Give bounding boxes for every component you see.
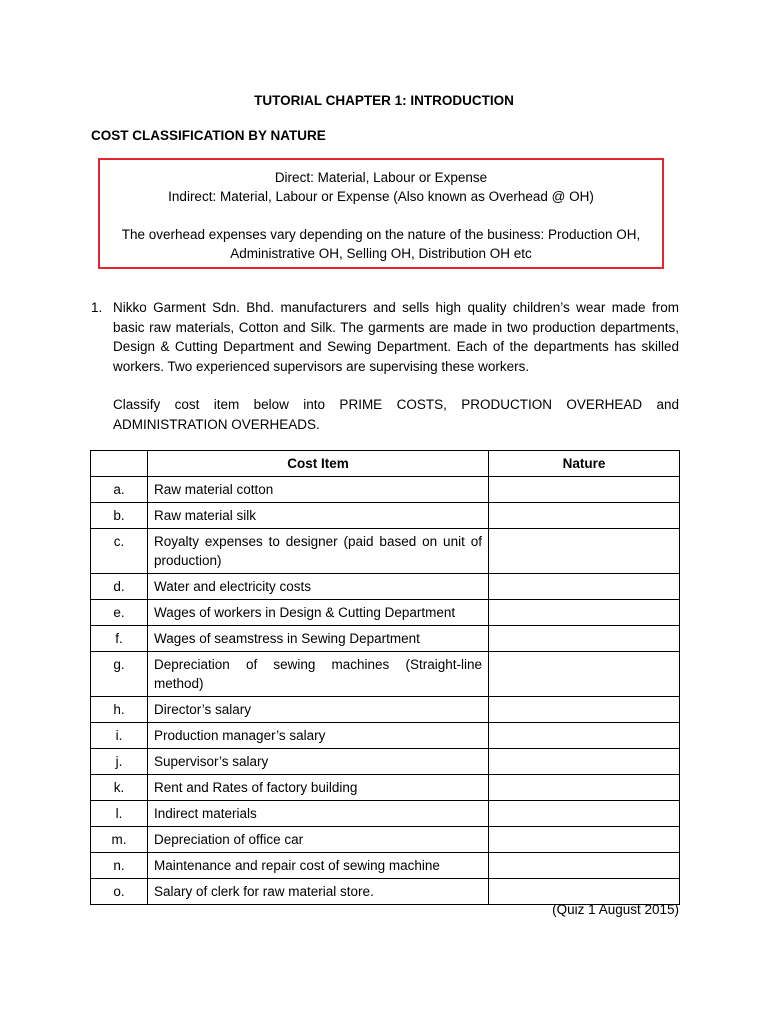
row-cost-item: Depreciation of office car (148, 827, 489, 853)
row-nature-cell[interactable] (489, 626, 680, 652)
row-nature-cell[interactable] (489, 574, 680, 600)
row-cost-item: Royalty expenses to designer (paid based on unit of production) (148, 529, 489, 574)
table-row (91, 749, 680, 775)
table-row (91, 600, 680, 626)
row-letter: a. (91, 477, 148, 503)
table-row (91, 801, 680, 827)
row-letter: o. (91, 879, 148, 905)
table-row (91, 775, 680, 801)
quiz-source-note: (Quiz 1 August 2015) (552, 902, 679, 917)
question-1 (91, 298, 679, 434)
row-cost-item: Production manager’s salary (148, 723, 489, 749)
table-row (91, 503, 680, 529)
header-letter (91, 451, 148, 477)
row-letter: i. (91, 723, 148, 749)
row-nature-cell[interactable] (489, 600, 680, 626)
row-nature-cell[interactable] (489, 503, 680, 529)
row-cost-item: Wages of seamstress in Sewing Department (148, 626, 489, 652)
section-heading: COST CLASSIFICATION BY NATURE (91, 128, 326, 143)
header-nature: Nature (489, 451, 680, 477)
row-letter: g. (91, 652, 148, 697)
document-title: TUTORIAL CHAPTER 1: INTRODUCTION (254, 93, 514, 108)
row-letter: h. (91, 697, 148, 723)
row-nature-cell[interactable] (489, 749, 680, 775)
row-cost-item: Indirect materials (148, 801, 489, 827)
definition-direct: Direct: Material, Labour or Expense (274, 170, 488, 185)
row-letter: f. (91, 626, 148, 652)
row-nature-cell[interactable] (489, 723, 680, 749)
overhead-note-line1: The overhead expenses vary depending on the nature of the business: Production OH, (121, 227, 641, 242)
table-row (91, 626, 680, 652)
definition-box (98, 158, 664, 269)
row-nature-cell[interactable] (489, 879, 680, 905)
table-row (91, 652, 680, 697)
row-nature-cell[interactable] (489, 827, 680, 853)
row-nature-cell[interactable] (489, 801, 680, 827)
row-letter: d. (91, 574, 148, 600)
table-row (91, 477, 680, 503)
row-nature-cell[interactable] (489, 477, 680, 503)
row-letter: n. (91, 853, 148, 879)
header-cost-item: Cost Item (148, 451, 489, 477)
row-letter: e. (91, 600, 148, 626)
row-letter: b. (91, 503, 148, 529)
row-cost-item: Raw material cotton (148, 477, 489, 503)
question-instruction: Classify cost item below into PRIME COSTS, PRODUCTION OVERHEAD and ADMINISTRATION OVERHEADS. (113, 397, 679, 432)
row-cost-item: Wages of workers in Design & Cutting Department (148, 600, 489, 626)
row-nature-cell[interactable] (489, 775, 680, 801)
definition-indirect: Indirect: Material, Labour or Expense (Also known as Overhead @ OH) (168, 189, 594, 204)
table-row (91, 827, 680, 853)
row-cost-item: Water and electricity costs (148, 574, 489, 600)
question-number: 1. (91, 300, 103, 315)
row-nature-cell[interactable] (489, 697, 680, 723)
table-row (91, 574, 680, 600)
question-scenario: Nikko Garment Sdn. Bhd. manufacturers and sells high quality children’s wear made from basic raw materials, Cotton and Silk. The garments are made in two production departments, Design & Cutting Department and Sewing Department. Each of the departments has skilled workers. Two experienced supervisors are supervising these workers. (113, 300, 679, 374)
row-cost-item: Salary of clerk for raw material store. (148, 879, 489, 905)
row-cost-item: Maintenance and repair cost of sewing machine (148, 853, 489, 879)
row-cost-item: Raw material silk (148, 503, 489, 529)
table-row (91, 723, 680, 749)
row-cost-item: Depreciation of sewing machines (Straight-line method) (148, 652, 489, 697)
row-nature-cell[interactable] (489, 853, 680, 879)
spacer (100, 206, 662, 225)
row-letter: j. (91, 749, 148, 775)
table-row (91, 853, 680, 879)
row-cost-item: Rent and Rates of factory building (148, 775, 489, 801)
row-letter: c. (91, 529, 148, 574)
row-nature-cell[interactable] (489, 652, 680, 697)
row-nature-cell[interactable] (489, 529, 680, 574)
table-row (91, 879, 680, 905)
row-cost-item: Supervisor’s salary (148, 749, 489, 775)
cost-item-table (90, 450, 680, 905)
table-row (91, 697, 680, 723)
row-letter: k. (91, 775, 148, 801)
overhead-note-line2: Administrative OH, Selling OH, Distribution OH etc (230, 246, 532, 261)
row-letter: m. (91, 827, 148, 853)
row-letter: l. (91, 801, 148, 827)
table-row (91, 529, 680, 574)
table-header-row (91, 451, 680, 477)
row-cost-item: Director’s salary (148, 697, 489, 723)
